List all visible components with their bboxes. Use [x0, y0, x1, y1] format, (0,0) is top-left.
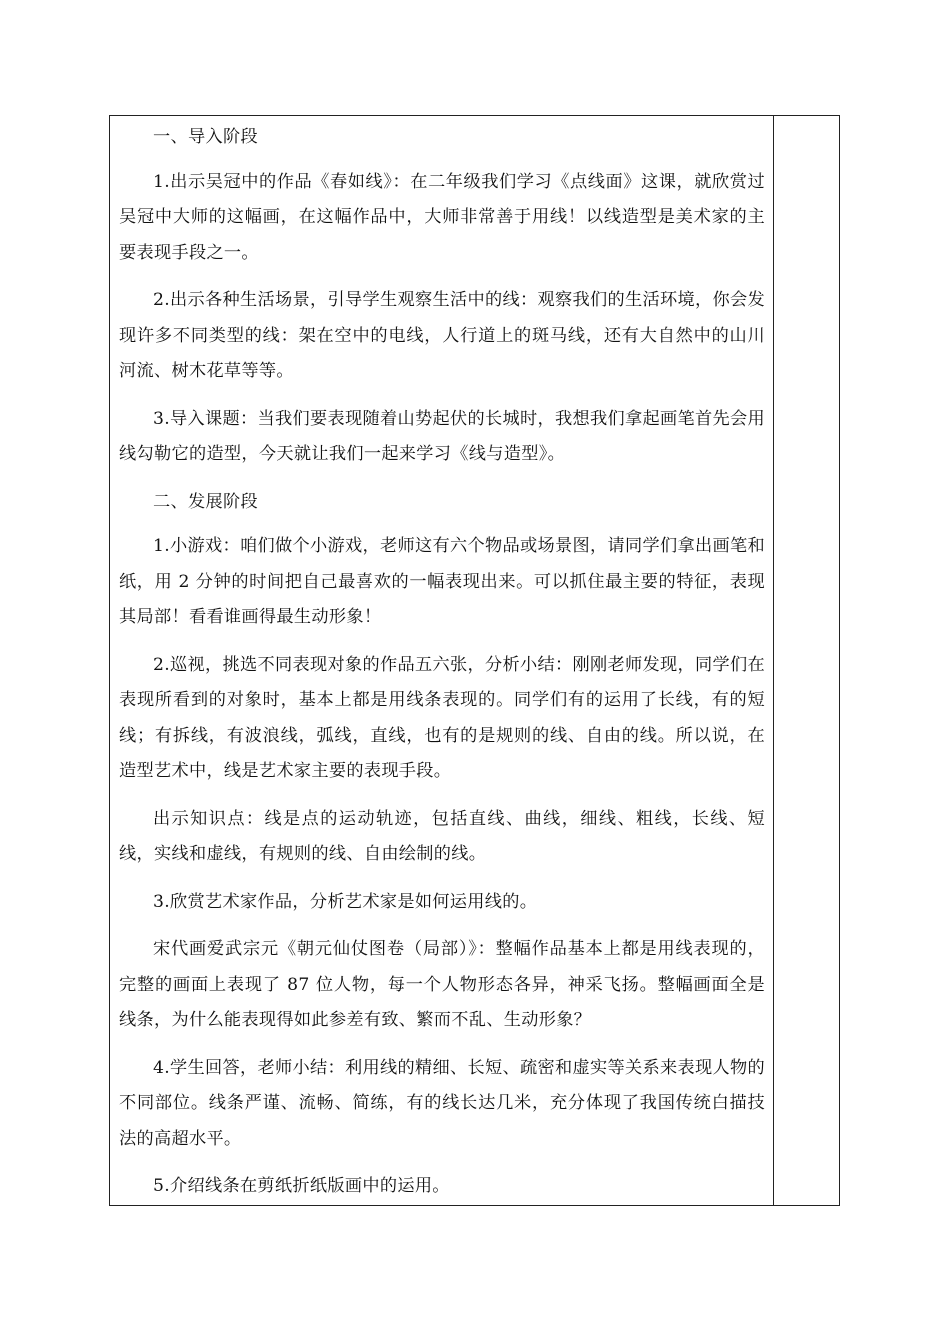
paragraph: 2.巡视，挑选不同表现对象的作品五六张，分析小结：刚刚老师发现，同学们在表现所看到的对象时，基本上都是用线条表现的。同学们有的运用了长线，有的短线；有拆线，有波浪线，弧线，直线，也有的是规则的线、自由的线。所以说，在造型艺术中，线是艺术家主要的表现手段。 — [119, 654, 765, 781]
paragraph: 2.出示各种生活场景，引导学生观察生活中的线：观察我们的生活环境，你会发现许多不同类型的线：架在空中的电线，人行道上的斑马线，还有大自然中的山川河流、树木花草等等。 — [119, 290, 765, 381]
paragraph: 5.介绍线条在剪纸折纸版画中的运用。 — [153, 1176, 450, 1196]
paragraph: 3.导入课题：当我们要表现随着山势起伏的长城时，我想我们拿起画笔首先会用线勾勒它的造型，今天就让我们一起来学习《线与造型》。 — [119, 408, 765, 464]
paragraph: 3.欣赏艺术家作品，分析艺术家是如何运用线的。 — [153, 891, 538, 912]
section-heading-intro: 一、导入阶段 — [153, 127, 258, 147]
paragraph: 出示知识点：线是点的运动轨迹，包括直线、曲线，细线、粗线，长线、短线，实线和虚线，有规则的线、自由绘制的线。 — [119, 808, 765, 864]
paragraph: 4.学生回答，老师小结：利用线的精细、长短、疏密和虚实等关系来表现人物的不同部位。线条严谨、流畅、简练，有的线长达几米，充分体现了我国传统白描技法的高超水平。 — [119, 1057, 765, 1149]
column-divider — [773, 115, 774, 1206]
lesson-content-cell — [119, 120, 765, 1217]
section-heading-development: 二、发展阶段 — [153, 491, 258, 512]
paragraph: 宋代画爱武宗元《朝元仙仗图卷（局部）》：整幅作品基本上都是用线表现的，完整的画面上表现了 87 位人物，每一个人物形态各异，神采飞扬。整幅画面全是线条，为什么能表现得如此参差有致、繁而不乱、生动形象？ — [119, 939, 765, 1030]
paragraph: 1.出示吴冠中的作品《春如线》：在二年级我们学习《点线面》这课，就欣赏过吴冠中大师的这幅画，在这幅作品中，大师非常善于用线！以线造型是美术家的主要表现手段之一。 — [119, 171, 765, 263]
paragraph: 1.小游戏：咱们做个小游戏，老师这有六个物品或场景图，请同学们拿出画笔和纸，用 2 分钟的时间把自己最喜欢的一幅表现出来。可以抓住最主要的特征，表现其局部！看看谁画得最生动形象！ — [119, 536, 765, 627]
